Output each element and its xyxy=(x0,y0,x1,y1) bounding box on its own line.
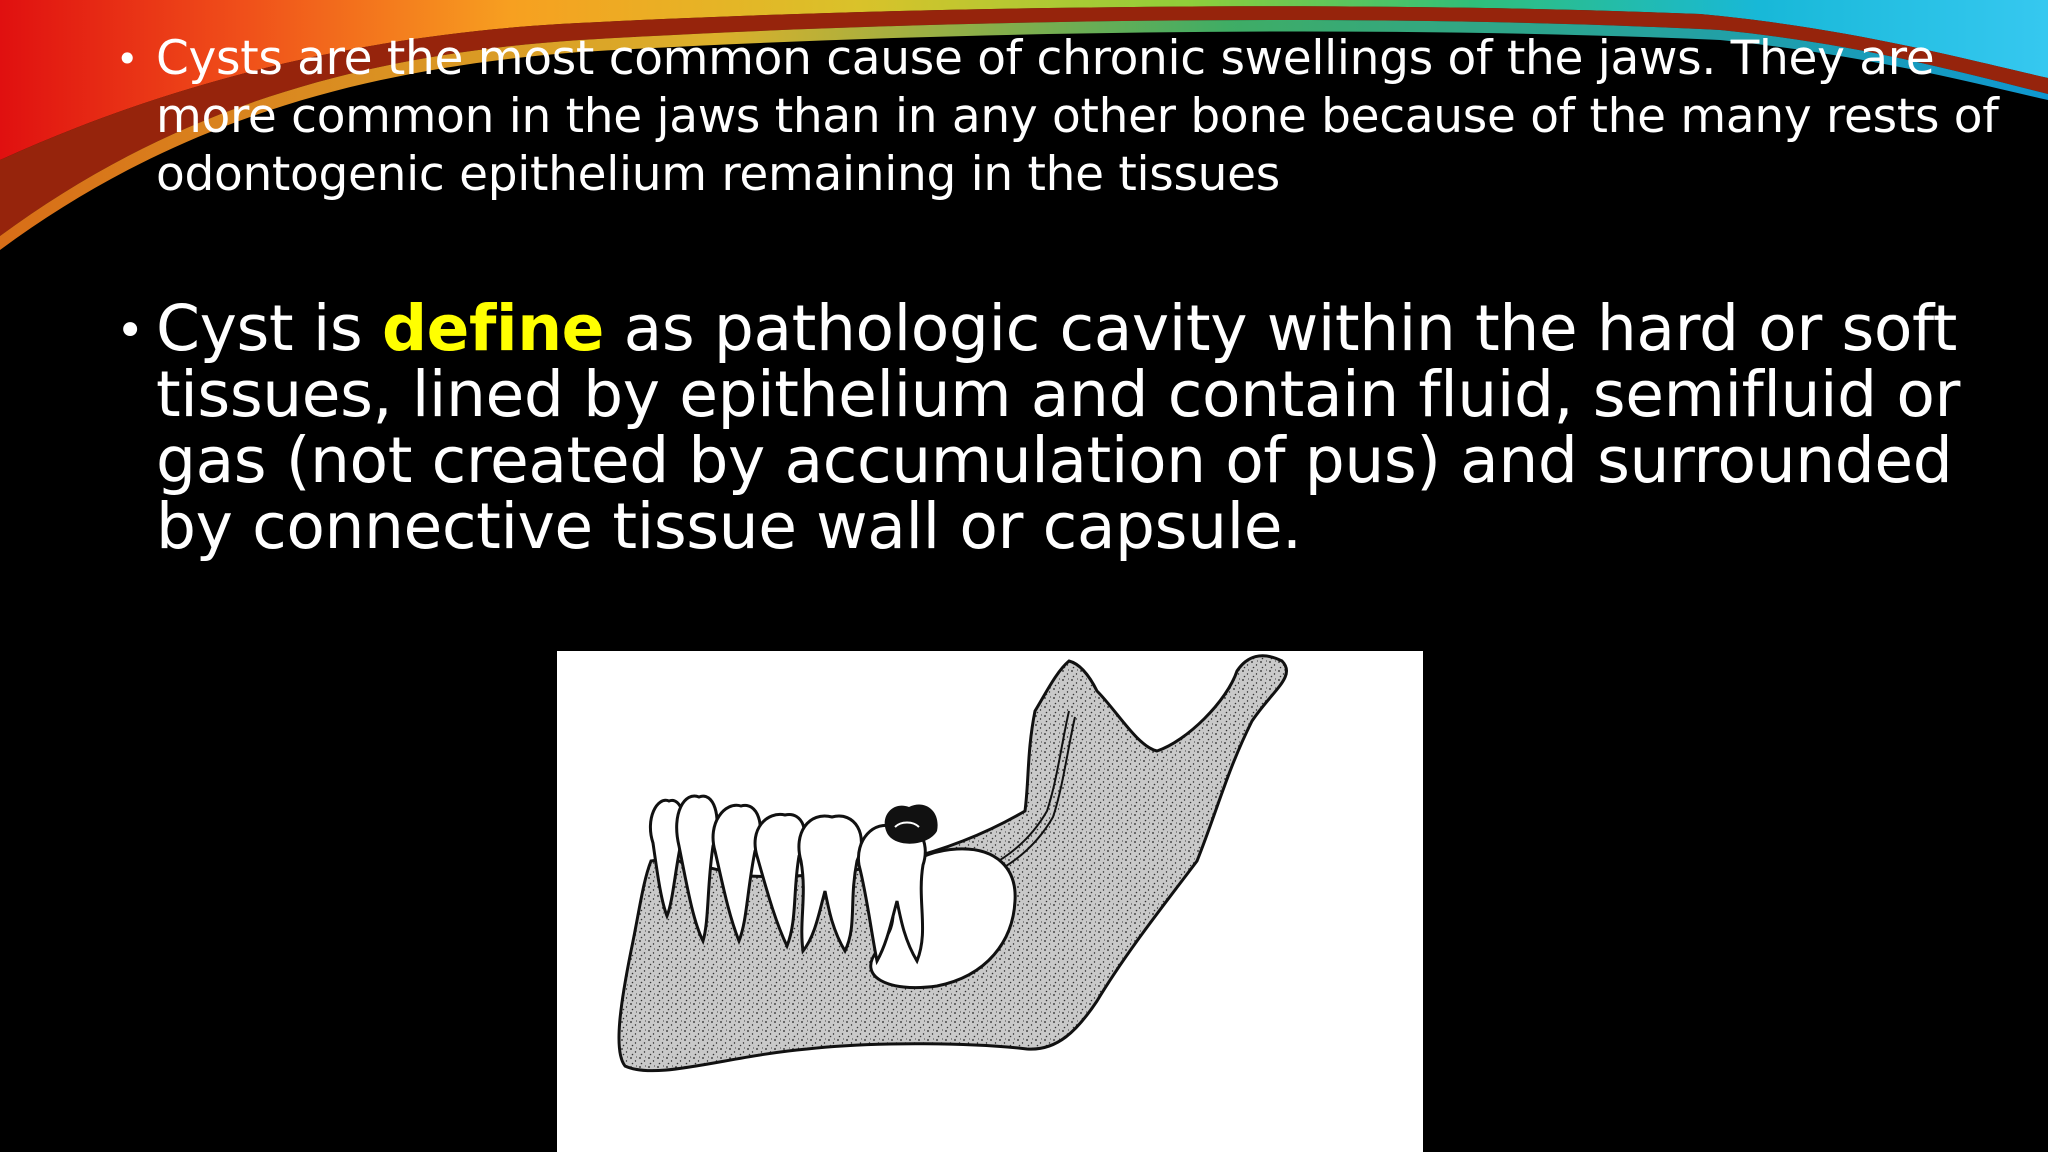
bullet-text: Cysts are the most common cause of chronic swellings of the jaws. They are more common in the jaws than in any other bone because of the many rests of odontogenic epithelium remaining in the tissues xyxy=(156,31,1999,202)
bullet-text-suffix: as pathologic cavity within the hard or soft tissues, lined by epithelium and contain fluid, semifluid or gas (not created by accumulation of pus) and surrounded by connective tissue wall or capsule. xyxy=(156,292,1961,563)
mandible-cyst-illustration xyxy=(557,651,1423,1152)
mandible-cyst-figure xyxy=(557,651,1423,1152)
bullet-dot-icon: • xyxy=(116,37,139,81)
bullet-item-cysts-common xyxy=(116,30,2016,204)
bullet-dot-icon: • xyxy=(116,303,144,359)
highlighted-term: define xyxy=(381,292,604,365)
bullet-text-prefix: Cyst is xyxy=(156,292,382,365)
bullet-item-cyst-definition xyxy=(116,292,2016,563)
